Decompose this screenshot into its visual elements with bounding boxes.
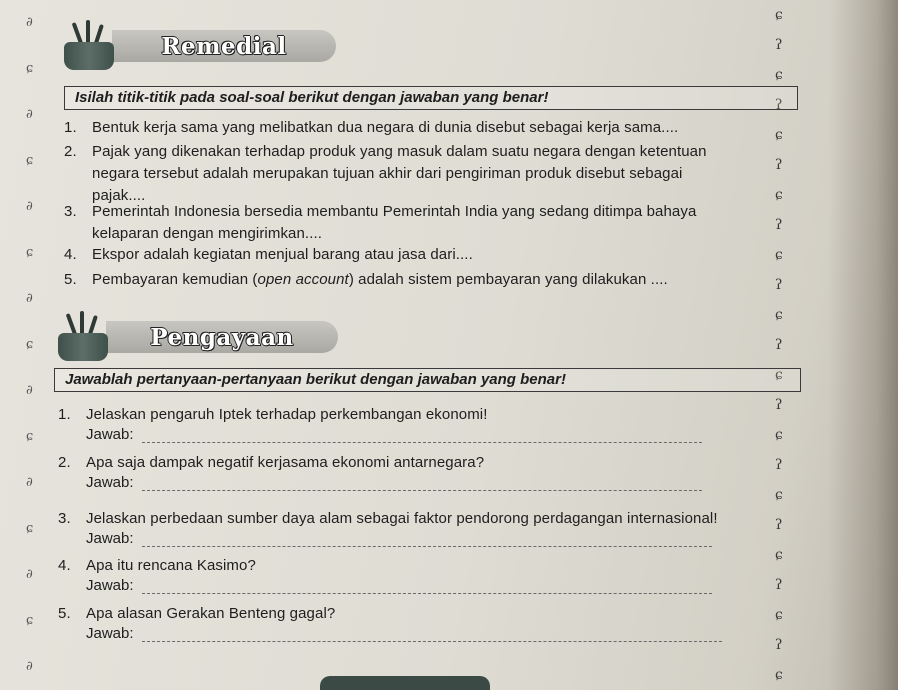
answer-line[interactable] (142, 530, 712, 547)
pengayaan-question-1: 1. Jelaskan pengaruh Iptek terhadap perkembangan ekonomi! (58, 406, 488, 423)
remedial-question-2: 2. Pajak yang dikenakan terhadap produk yang masuk dalam suatu negara dengan ketentuan negara tersebut adalah merupakan tujuan akhir dari pengiriman produk disebut sebagai pajak.... (64, 143, 707, 204)
jawab-label: Jawab: (86, 530, 134, 547)
pengayaan-header (54, 313, 338, 361)
remedial-question-4: 4. Ekspor adalah kegiatan menjual barang atau jasa dari.... (64, 246, 473, 263)
spiral-binding-left: ∂ ɕ ∂ ɕ ∂ ɕ ∂ ɕ ∂ ɕ ∂ ɕ ∂ ɕ ∂ (26, 15, 34, 674)
next-section-tab (320, 676, 490, 690)
remedial-question-3: 3. Pemerintah Indonesia bersedia membantu Pemerintah India yang sedang ditimpa bahaya kelaparan dengan mengirimkan.... (64, 203, 697, 242)
pencil-cup-icon (60, 22, 120, 70)
pencil-cup-icon (54, 313, 114, 361)
pengayaan-question-2: 2. Apa saja dampak negatif kerjasama ekonomi antarnegara? (58, 454, 485, 471)
answer-line[interactable] (142, 625, 722, 642)
answer-line[interactable] (142, 426, 702, 443)
spiral-binding-right: ɕ ʔ ɕ ʔ ɕ ʔ ɕ ʔ ɕ ʔ ɕ ʔ ɕ ʔ ɕ ʔ ɕ ʔ ɕ ʔ ɕ ʔ ɕ (775, 7, 783, 683)
remedial-instruction: Isilah titik-titik pada soal-soal berikut dengan jawaban yang benar! (64, 86, 798, 110)
jawab-label: Jawab: (86, 625, 134, 642)
pengayaan-question-3: 3. Jelaskan perbedaan sumber daya alam sebagai faktor pendorong perdagangan internasional! (58, 510, 718, 527)
jawab-field-3[interactable] (86, 530, 712, 547)
answer-line[interactable] (142, 577, 712, 594)
remedial-question-5: 5. Pembayaran kemudian (open account) adalah sistem pembayaran yang dilakukan .... (64, 271, 668, 288)
pengayaan-title: Pengayaan (106, 321, 338, 353)
jawab-label: Jawab: (86, 577, 134, 594)
jawab-field-2[interactable] (86, 474, 702, 491)
jawab-label: Jawab: (86, 474, 134, 491)
remedial-header (60, 22, 336, 70)
jawab-field-4[interactable] (86, 577, 712, 594)
remedial-question-1: 1. Bentuk kerja sama yang melibatkan dua negara di dunia disebut sebagai kerja sama.... (64, 119, 679, 136)
pengayaan-question-4: 4. Apa itu rencana Kasimo? (58, 557, 256, 574)
jawab-field-1[interactable] (86, 426, 702, 443)
answer-line[interactable] (142, 474, 702, 491)
remedial-title: Remedial (112, 30, 336, 62)
jawab-label: Jawab: (86, 426, 134, 443)
pengayaan-instruction: Jawablah pertanyaan-pertanyaan berikut dengan jawaban yang benar! (54, 368, 801, 392)
pengayaan-question-5: 5. Apa alasan Gerakan Benteng gagal? (58, 605, 336, 622)
page-shadow (828, 0, 898, 690)
jawab-field-5[interactable] (86, 625, 722, 642)
